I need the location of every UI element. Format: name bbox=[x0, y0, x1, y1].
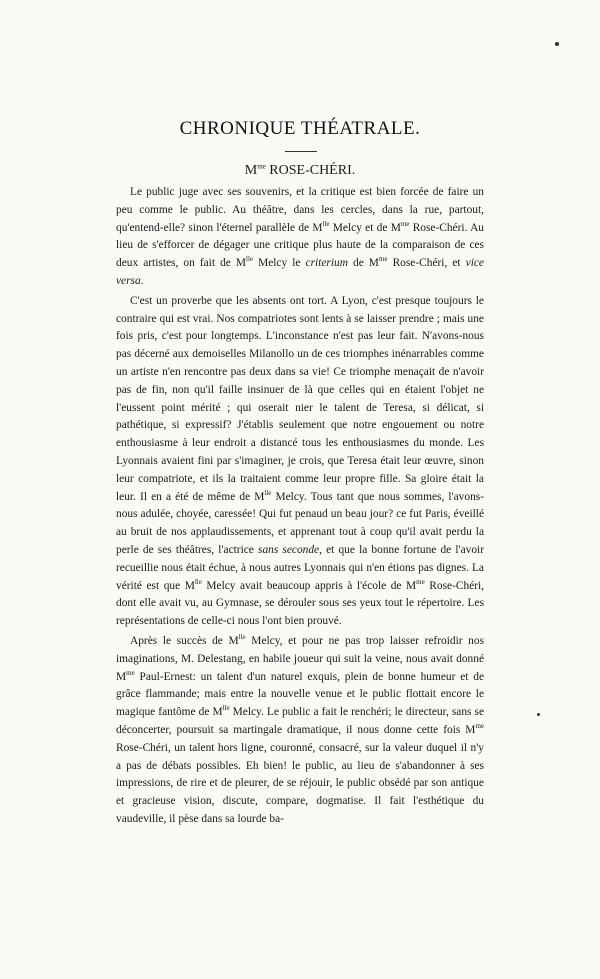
superscript: lle bbox=[194, 577, 202, 586]
italic-term: sans seconde bbox=[258, 543, 320, 556]
article-body bbox=[116, 184, 484, 831]
text-run: , et que la bonne fortune de l'avoir recueillie nous était échue, à nous autres Lyonnais qui n'en étions pas dignes. La vérité est que M bbox=[116, 543, 484, 592]
ink-speck bbox=[555, 42, 559, 46]
superscript: me bbox=[378, 255, 388, 264]
text-run: Rose-Chéri, un talent hors ligne, couronné, consacré, sur la valeur duquel il n'y a pas de débats possibles. Eh bien! le public, au lieu de s'abandonner à ses impressions, de rire et de pleurer, de se réjouir, le public obsédé par son antique et gracieuse vision, discute, compare, dogmatise. Il fait l'esthétique du vaudeville, il pèse dans sa lourde ba- bbox=[116, 741, 484, 825]
text-run: Le public juge avec ses souvenirs, et la critique est bien forcée de faire un peu comme le public. Au théâtre, dans les cercles, dans la rue, partout, qu'entend-elle? sinon l'éternel parallèle de M bbox=[116, 186, 484, 234]
text-run: Melcy, et pour ne pas trop laisser refroidir nos imaginations, M. Delestang, en habile joueur qui suit la veine, nous avait donné M bbox=[116, 634, 485, 683]
text-run: Melcy avait beaucoup appris à l'école de M bbox=[201, 579, 417, 592]
article-subtitle bbox=[0, 163, 600, 179]
text-run: Rose-Chéri. Au lieu de s'efforcer de dégager une critique plus haute de la comparaison de ces deux artistes, on fait de M bbox=[116, 221, 484, 270]
superscript: lle bbox=[264, 488, 272, 497]
text-run: . bbox=[140, 274, 144, 287]
superscript: me bbox=[475, 722, 484, 731]
text-run: Melcy. Tous tant que nous sommes, l'avons-nous adulée, choyée, caressée! Qui fut penaud un beau jour? ce fut Paris, éveillé au bruit de nos applaudissements, et apprenant tout à coup qu'il avait perdu la perle de ses théâtres, l'actrice bbox=[116, 490, 484, 556]
text-run: Paul-Ernest: un talent d'un naturel exquis, plein de bonne humeur et de grâce flammande; mais entre la nouvelle venue et le public flottait encore le magique fantôme de M bbox=[116, 670, 484, 719]
text-run: Melcy le bbox=[253, 257, 306, 270]
paragraph-1 bbox=[116, 184, 484, 291]
italic-term: criterium bbox=[305, 257, 348, 270]
italic-term: vice versa bbox=[116, 257, 484, 287]
text-run: Melcy et de M bbox=[329, 221, 401, 234]
paragraph-3 bbox=[116, 633, 484, 829]
subtitle-prefix: M bbox=[244, 163, 258, 178]
subtitle-name: ROSE-CHÉRI. bbox=[269, 163, 356, 178]
text-run: Après le succès de M bbox=[130, 634, 239, 647]
paragraph-2 bbox=[116, 293, 484, 631]
superscript: me bbox=[400, 219, 410, 228]
ink-speck bbox=[537, 713, 540, 716]
text-run: Rose-Chéri, dont elle avait vu, au Gymnase, se dérouler sous ses yeux tout le répertoire. Les représentations de celle-ci nous l'ont bien prouvé. bbox=[116, 579, 485, 628]
text-run: de M bbox=[347, 257, 379, 270]
superscript: lle bbox=[246, 255, 254, 264]
title-divider bbox=[285, 151, 317, 152]
text-run: Melcy. Le public a fait le renchéri; le directeur, sans se déconcerter, poursuit sa martingale dramatique, il nous donne cette fois M bbox=[116, 706, 484, 736]
superscript: lle bbox=[322, 219, 330, 228]
text-run: Rose-Chéri, et bbox=[387, 257, 466, 270]
text-run: C'est un proverbe que les absents ont tort. A Lyon, c'est presque toujours le contraire qui est vrai. Nos compatriotes sont lents à se laisser prendre ; mais une fois pris, c'est pour longtemps. L'inconstance n'est pas leur fait. N'avons-nous pas décerné aux demoiselles Milanollo un de ces triomphes inénarrables comme un artiste n'en rencontre pas deux dans sa vie! Ce triomphe menaçait de n'avoir pas de fin, non qu'il faille insinuer de là que celles qui en étaient l'objet ne l'eussent point mérité ; qui oserait nier le talent de Teresa, si délicat, si pathétique, si expressif? J'établis seulement que notre engouement ou notre enthousiasme à leur endroit a distancé tous les enthousiasmes du monde. Les Lyonnais avaient fini par s'imaginer, je crois, que Teresa était leur œuvre, sinon leur compatriote, et ils la traitaient comme leur propre fille. Sa gloire était la leur. Il en a été de même de M bbox=[116, 294, 484, 503]
page-title: CHRONIQUE THÉATRALE. bbox=[179, 118, 421, 139]
subtitle-sup: me bbox=[257, 162, 266, 171]
superscript: me bbox=[126, 668, 135, 677]
superscript: lle bbox=[222, 704, 230, 713]
superscript: lle bbox=[238, 633, 246, 642]
superscript: me bbox=[416, 577, 425, 586]
